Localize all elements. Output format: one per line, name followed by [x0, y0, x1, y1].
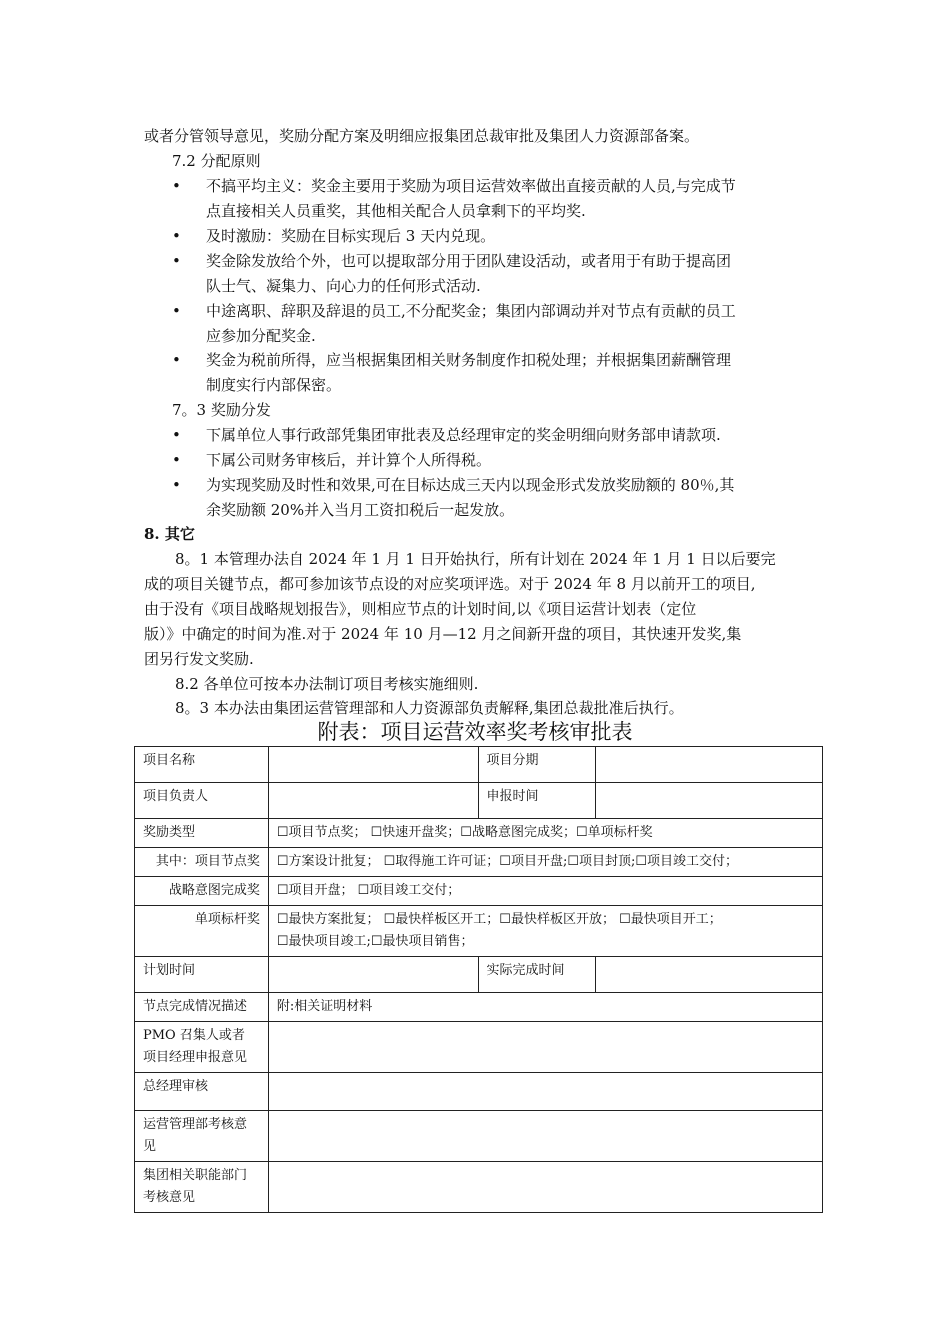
bullet-icon: • — [172, 252, 181, 270]
pmo-opinion-label-line: 项目经理申报意见 — [143, 1050, 248, 1065]
table-row — [135, 1073, 823, 1111]
bullet-icon: • — [172, 177, 181, 195]
table-row — [135, 877, 823, 906]
bullet-icon: • — [172, 227, 181, 245]
list-item-text: 不搞平均主义：奖金主要用于奖励为项目运营效率做出直接贡献的人员,与完成节 — [206, 177, 736, 195]
actual-time-label: 实际完成时间 — [478, 957, 596, 993]
list-item-text: 点直接相关人员重奖，其他相关配合人员拿剩下的平均奖. — [206, 202, 586, 220]
dept-opinion-value[interactable] — [268, 1162, 822, 1213]
intro-line: 或者分管领导意见，奖励分配方案及明细应报集团总裁审批及集团人力资源部备案。 — [144, 127, 700, 145]
list-item-text: 奖金为税前所得，应当根据集团相关财务制度作扣税处理；并根据集团薪酬管理 — [206, 351, 732, 369]
list-item-text: 制度实行内部保密。 — [206, 376, 342, 394]
project-lead-value[interactable] — [268, 783, 478, 819]
table-row — [135, 848, 823, 877]
ops-opinion-label-line: 运营管理部考核意 — [143, 1117, 248, 1132]
list-item-text: 为实现奖励及时性和效果,可在目标达成三天内以现金形式发放奖励额的 80％,其 — [206, 476, 735, 494]
project-phase-label: 项目分期 — [478, 747, 596, 783]
single-award-label: 单项标杆奖 — [135, 906, 269, 957]
project-name-value[interactable] — [268, 747, 478, 783]
approval-table — [134, 746, 823, 1213]
pmo-opinion-label — [135, 1022, 269, 1073]
dept-opinion-label-line: 集团相关职能部门 — [143, 1168, 248, 1183]
table-row — [135, 1162, 823, 1213]
table-row — [135, 993, 823, 1022]
pmo-opinion-label-line: PMO 召集人或者 — [143, 1028, 245, 1043]
section-8-2-line: 8.2 各单位可按本办法制订项目考核实施细则. — [175, 675, 479, 693]
project-name-label: 项目名称 — [135, 747, 269, 783]
table-row — [135, 1022, 823, 1073]
list-item-text: 中途离职、辞职及辞退的员工,不分配奖金；集团内部调动并对节点有贡献的员工 — [206, 302, 736, 320]
bullet-icon: • — [172, 476, 181, 494]
dept-opinion-label — [135, 1162, 269, 1213]
single-award-options-line: ☐最快项目竣工;☐最快项目销售； — [276, 934, 474, 949]
table-row — [135, 747, 823, 783]
section-8-1-line: 成的项目关键节点，都可参加该节点设的对应奖项评选。对于 2024 年 8 月以前开工的项目, — [144, 575, 756, 593]
project-phase-value[interactable] — [596, 747, 823, 783]
table-title: 附表：项目运营效率奖考核审批表 — [317, 720, 633, 744]
ops-opinion-label-line: 见 — [143, 1139, 157, 1154]
project-lead-label: 项目负责人 — [135, 783, 269, 819]
bullet-icon: • — [172, 451, 181, 469]
list-item-text: 下属单位人事行政部凭集团审批表及总经理审定的奖金明细向财务部申请款项. — [206, 426, 721, 444]
single-award-options-line: ☐最快方案批复； ☐最快样板区开工；☐最快样板区开放； ☐最快项目开工； — [276, 912, 722, 927]
section-7-3-title: 7。3 奖励分发 — [172, 401, 271, 419]
list-item-text: 应参加分配奖金. — [206, 327, 316, 345]
section-8-1-line: 团另行发文奖励. — [144, 650, 254, 668]
ops-opinion-value[interactable] — [268, 1111, 822, 1162]
plan-time-value[interactable] — [268, 957, 478, 993]
bullet-icon: • — [172, 302, 181, 320]
section-8-1-line: 8。1 本管理办法自 2024 年 1 月 1 日开始执行，所有计划在 2024 年 1 月 1 日以后要完 — [175, 550, 776, 568]
report-time-label: 申报时间 — [478, 783, 596, 819]
bullet-icon: • — [172, 351, 181, 369]
report-time-value[interactable] — [596, 783, 823, 819]
strategy-award-label: 战略意图完成奖 — [135, 877, 269, 906]
table-row — [135, 1111, 823, 1162]
ops-opinion-label — [135, 1111, 269, 1162]
strategy-award-options[interactable]: ☐项目开盘； ☐项目竣工交付； — [268, 877, 822, 906]
gm-review-label: 总经理审核 — [135, 1073, 269, 1111]
section-8-1-line: 版）》中确定的时间为准.对于 2024 年 10 月—12 月之间新开盘的项目，其快速开发奖,集 — [144, 625, 742, 643]
list-item-text: 及时激励：奖励在目标实现后 3 天内兑现。 — [206, 227, 496, 245]
bullet-icon: • — [172, 426, 181, 444]
actual-time-value[interactable] — [596, 957, 823, 993]
table-row — [135, 783, 823, 819]
list-item-text: 队士气、凝集力、向心力的任何形式活动. — [206, 277, 481, 295]
section-8-3-line: 8。3 本办法由集团运营管理部和人力资源部负责解释,集团总裁批准后执行。 — [175, 699, 684, 717]
award-type-options[interactable]: ☐项目节点奖； ☐快速开盘奖；☐战略意图完成奖；☐单项标杆奖 — [268, 819, 822, 848]
node-award-label: 其中：项目节点奖 — [135, 848, 269, 877]
list-item-text: 奖金除发放给个外，也可以提取部分用于团队建设活动，或者用于有助于提高团 — [206, 252, 732, 270]
gm-review-value[interactable] — [268, 1073, 822, 1111]
dept-opinion-label-line: 考核意见 — [143, 1190, 196, 1205]
node-desc-value[interactable]: 附:相关证明材料 — [268, 993, 822, 1022]
list-item-text: 下属公司财务审核后，并计算个人所得税。 — [206, 451, 492, 469]
section-8-title: 8. 其它 — [144, 525, 195, 543]
pmo-opinion-value[interactable] — [268, 1022, 822, 1073]
node-award-options[interactable]: ☐方案设计批复； ☐取得施工许可证；☐项目开盘;☐项目封顶;☐项目竣工交付； — [268, 848, 822, 877]
table-row — [135, 957, 823, 993]
list-item-text: 余奖励额 20%并入当月工资扣税后一起发放。 — [206, 501, 515, 519]
node-desc-label: 节点完成情况描述 — [135, 993, 269, 1022]
section-8-1-line: 由于没有《项目战略规划报告》，则相应节点的计划时间,以《项目运营计划表（定位 — [144, 600, 697, 618]
table-row — [135, 906, 823, 957]
plan-time-label: 计划时间 — [135, 957, 269, 993]
table-row — [135, 819, 823, 848]
section-7-2-title: 7.2 分配原则 — [172, 152, 261, 170]
single-award-options[interactable] — [268, 906, 822, 957]
award-type-label: 奖励类型 — [135, 819, 269, 848]
